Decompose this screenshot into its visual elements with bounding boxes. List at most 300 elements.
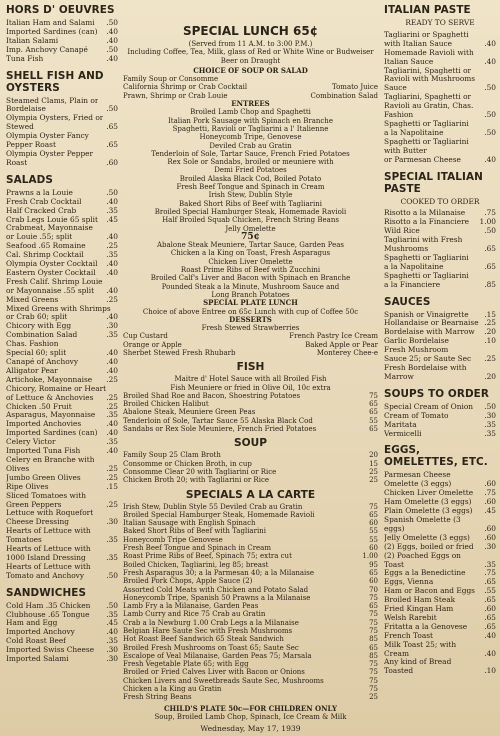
menu-item — [6, 447, 118, 456]
item-name: Chicory, Romaine or Heart — [6, 384, 107, 393]
menu-item — [384, 138, 496, 147]
item-price: .40 — [106, 233, 118, 242]
menu-item — [6, 646, 118, 655]
menu-item — [384, 667, 496, 676]
item-price: 65 — [369, 643, 378, 652]
item-price: .45 — [106, 215, 118, 224]
item-price: .35 — [106, 206, 118, 215]
item-price: .50 — [484, 111, 496, 120]
item-name: Eggs, Vienna — [384, 578, 434, 587]
menu-item — [384, 373, 496, 382]
item-price: .15 — [484, 310, 496, 319]
item-name: Lettuce with Roquefort — [6, 509, 94, 518]
menu-item — [384, 421, 496, 430]
menu-line: Demi Fried Potatoes — [214, 166, 287, 175]
menu-item — [384, 209, 496, 218]
menu-item — [6, 420, 118, 429]
center-column — [123, 24, 378, 734]
item-name: Chicken a la King au Gratin — [123, 685, 222, 694]
item-price: 25 — [369, 476, 378, 485]
menu-line: Irish Stew, Dublin Style — [208, 191, 293, 200]
item-price: Tomato Juice — [331, 83, 378, 92]
menu-line: Abalone Steak Meuniere, Tartar Sauce, Garden Peas — [156, 241, 345, 250]
menu-item — [123, 425, 378, 433]
menu-item — [384, 102, 496, 111]
menu-item — [384, 245, 496, 254]
menu-item — [6, 313, 118, 322]
menu-item — [384, 355, 496, 364]
menu-item — [123, 610, 378, 618]
item-name: Chicken Livers and Sweetbreads Saute Sec, Mushrooms — [123, 676, 324, 685]
menu-item — [6, 483, 118, 492]
item-name: Italian Ham and Salami — [6, 19, 95, 27]
plate-heading: SPECIAL PLATE LUNCH — [203, 298, 298, 308]
item-price: .25 — [106, 242, 118, 251]
item-name: of Lettuce & Anchovies — [6, 393, 94, 402]
item-name: Broiled Ham Steak — [384, 596, 456, 605]
item-price: 95 — [369, 560, 378, 569]
item-price: Baked Apple or Pear — [305, 340, 378, 349]
item-name: Spaghetti or Tagliarini — [384, 119, 469, 128]
item-name: (2) Poached Eggs on — [384, 551, 461, 560]
item-price: .25 — [106, 402, 118, 411]
item-name: Imported Salami — [6, 655, 69, 664]
item-price: .65 — [484, 622, 496, 631]
menu-item — [384, 561, 496, 570]
item-name: Garlic Bordelaise — [384, 337, 449, 346]
item-price: .25 — [106, 375, 118, 384]
carte-heading: SPECIALS A LA CARTE — [185, 488, 316, 501]
menu-item — [6, 28, 118, 37]
menu-item — [123, 519, 378, 527]
item-price: .40 — [106, 313, 118, 322]
item-name: Tomato and Anchovy — [6, 571, 85, 580]
item-price: .50 — [484, 227, 496, 236]
item-name: Seafood .65 Romaine — [6, 242, 86, 251]
item-name: Artichoke, Mayonnaise — [6, 375, 93, 384]
item-price: .40 — [484, 57, 496, 66]
menu-item — [6, 141, 118, 150]
menu-item — [123, 511, 378, 519]
menu-item — [6, 123, 118, 132]
menu-item — [384, 658, 496, 667]
item-price: 65 — [369, 425, 378, 434]
menu-item — [6, 296, 118, 305]
item-price: 65 — [369, 510, 378, 519]
item-price: .30 — [106, 655, 118, 664]
item-name: Fresh Crab Cocktail — [6, 197, 82, 206]
item-name: Sandabs or Rex Sole Meuniere, French Fried Potatoes — [123, 425, 317, 434]
section-heading: SPECIAL ITALIAN PASTE — [384, 170, 483, 195]
item-name: Consomme Clear 20 with Tagliarini or Rice — [123, 467, 277, 476]
item-name: Bordelaise — [6, 105, 46, 114]
menu-item — [384, 263, 496, 272]
section-heading: SAUCES — [384, 295, 431, 308]
item-name: French Toast — [384, 631, 434, 640]
menu-item — [6, 349, 118, 358]
menu-item — [123, 677, 378, 685]
menu-item — [6, 619, 118, 628]
item-price: .35 — [106, 610, 118, 619]
item-name: Roast Prime Ribs of Beef, Spinach 75; extra cut — [123, 552, 292, 561]
item-name: Jumbo Green Olives — [6, 473, 81, 482]
entrees-list — [123, 108, 378, 232]
item-name: Steamed Clams, Plain or — [6, 96, 99, 105]
item-name: Sauce — [384, 84, 407, 93]
item-price: 75 — [369, 391, 378, 400]
menu-item — [123, 644, 378, 652]
item-price: .30 — [484, 411, 496, 420]
item-price: .10 — [484, 337, 496, 346]
item-name: Milk Toast 25; with — [384, 640, 457, 649]
menu-item — [384, 272, 496, 281]
menu-line: Chicken a la King on Toast, Fresh Asparagus — [170, 249, 331, 258]
menu-line: Chicken Liver Omelette — [208, 257, 293, 266]
menu-item — [123, 569, 378, 577]
item-price: .50 — [106, 19, 118, 27]
menu-item — [384, 525, 496, 534]
item-price: .50 — [484, 128, 496, 137]
menu-item — [6, 429, 118, 438]
menu-item — [123, 503, 378, 511]
item-name: Plain Omelette (3 eggs) — [384, 507, 473, 516]
item-price: .75 — [484, 209, 496, 218]
menu-item — [384, 632, 496, 641]
item-name: Combination Salad — [6, 331, 78, 340]
menu-item — [6, 501, 118, 510]
item-name: Parmesan Cheese — [384, 471, 451, 480]
item-price: 85 — [369, 635, 378, 644]
menu-item — [384, 281, 496, 290]
section-heading: HORS D' OEUVRES — [6, 4, 115, 16]
item-name: Mushrooms — [384, 245, 429, 254]
menu-item — [384, 31, 496, 40]
item-name: Boiled Chicken, Tagliarini, leg 85; breast — [123, 560, 269, 569]
menu-item — [6, 394, 118, 403]
item-price: .50 — [484, 402, 496, 411]
menu-item — [123, 476, 378, 484]
menu-item — [6, 150, 118, 159]
item-name: Canapé of Anchovy — [6, 358, 79, 366]
menu-item — [384, 578, 496, 587]
item-name: Mixed Greens — [6, 295, 59, 304]
item-name: Maritata — [384, 420, 417, 429]
menu-item — [123, 660, 378, 668]
menu-item — [384, 227, 496, 236]
item-name: Chicken Broth 20; with Tagliarini or Rice — [123, 476, 270, 485]
item-price: .60 — [484, 498, 496, 507]
menu-item — [6, 554, 118, 563]
menu-item — [384, 346, 496, 355]
item-price: .50 — [106, 188, 118, 197]
item-name: Sauce 25; or Saute Sec — [384, 355, 472, 364]
item-name: or Louie .55; split — [6, 233, 73, 242]
menu-item — [384, 471, 496, 480]
item-price: 70 — [369, 585, 378, 594]
menu-item — [384, 218, 496, 227]
section-subheading: READY TO SERVE — [405, 18, 475, 27]
menu-item — [6, 438, 118, 447]
menu-item — [6, 19, 118, 28]
item-price: .50 — [106, 601, 118, 610]
menu-item — [384, 156, 496, 165]
item-name: California Shrimp or Crab Cocktail — [123, 83, 248, 92]
fish-list — [123, 392, 378, 433]
menu-item — [123, 400, 378, 408]
menu-item — [6, 611, 118, 620]
menu-item — [123, 341, 378, 349]
item-price: .55 — [484, 587, 496, 596]
item-price: .25 — [484, 355, 496, 364]
item-price: .40 — [106, 54, 118, 63]
item-price: 75 — [369, 618, 378, 627]
item-price: 75 — [369, 627, 378, 635]
item-name: Hot Roast Beef Sandwich 65 Steak Sandwich — [123, 635, 284, 644]
item-name: Lamb Fry a la Milanaise, Garden Peas — [123, 602, 259, 611]
item-price: .40 — [106, 27, 118, 36]
item-price: .50 — [484, 84, 496, 93]
menu-item — [6, 251, 118, 260]
item-price: .60 — [484, 605, 496, 614]
item-name: Fried Kingan Ham — [384, 605, 454, 614]
item-price: .35 — [106, 536, 118, 545]
menu-item — [384, 596, 496, 605]
item-price: .25 — [484, 319, 496, 328]
special-lunch-title: SPECIAL LUNCH 65¢ — [182, 24, 319, 38]
desserts-line: Fresh Stewed Strawberries — [201, 324, 300, 333]
menu-item — [384, 489, 496, 498]
item-name: Broiled Fresh Mushrooms on Toast 65; Saute Sec — [123, 643, 299, 652]
item-name: Tagliarini or Spaghetti — [384, 30, 469, 39]
item-name: Special Cream of Onion — [384, 402, 474, 411]
item-name: Chicken Liver Omelette — [384, 489, 474, 498]
menu-line: Spaghetti, Ravioli or Tagliarini a l' Italienne — [172, 124, 329, 133]
item-name: Olympia Oyster Fancy — [6, 132, 89, 141]
item-name: eggs) — [384, 524, 405, 533]
menu-item — [6, 331, 118, 340]
menu-item — [384, 67, 496, 76]
fish-note-2: Fish Meuniere or fried in Olive Oil, 10c extra — [170, 383, 331, 392]
item-name: Welsh Rarebit — [384, 613, 437, 622]
item-name: (2) Eggs, boiled or fried — [384, 542, 474, 551]
item-name: Broiled or Fried Calves Liver with Bacon or Onions — [123, 668, 305, 677]
item-name: Stewed — [6, 123, 34, 132]
item-price: 60 — [369, 577, 378, 586]
item-name: or Parmesan Cheese — [384, 155, 461, 164]
menu-item — [384, 236, 496, 245]
menu-item — [384, 337, 496, 346]
item-price: .35 — [484, 560, 496, 569]
menu-item — [6, 189, 118, 198]
item-price: .40 — [106, 429, 118, 438]
menu-item — [123, 392, 378, 400]
desserts-heading: DESSERTS — [229, 314, 272, 324]
menu-item — [6, 207, 118, 216]
item-name: Italian Sausage with English Spinach — [123, 519, 256, 528]
item-name: Broiled Chicken Halibut — [123, 400, 209, 409]
item-name: Fresh Beef Tongue and Spinach in Cream — [123, 544, 271, 553]
item-price: .30 — [106, 322, 118, 331]
item-price: .25 — [106, 464, 118, 473]
item-name: Risotto a la Financiere — [384, 218, 469, 227]
menu-item — [6, 358, 118, 367]
item-name: or Crab 60; split — [6, 313, 68, 322]
entrees-heading: ENTREES — [231, 99, 270, 109]
item-name: Olympia Oyster Pepper — [6, 149, 94, 158]
item-name: with Butter — [384, 146, 427, 155]
item-name: Prawn, Shrimp or Crab Louie — [123, 91, 228, 100]
menu-item — [384, 534, 496, 543]
menu-item — [6, 403, 118, 412]
item-name: Lamb Curry and Rice 75 Crab au Gratin — [123, 610, 266, 619]
item-name: Hearts of Lettuce with — [6, 545, 91, 554]
menu-item — [6, 509, 118, 518]
menu-item — [123, 552, 378, 560]
item-name: Homemade Ravioli with — [384, 48, 474, 57]
menu-line: Broiled Special Hamburger Steak, Homemade Ravioli — [154, 207, 347, 216]
menu-item — [123, 83, 378, 91]
item-name: Fashion — [384, 111, 414, 120]
item-name: Cup Custard — [123, 332, 168, 341]
item-price: 55 — [369, 527, 378, 536]
item-price: .10 — [484, 667, 496, 676]
item-name: Family Soup or Consomme — [123, 75, 219, 84]
menu-item — [384, 403, 496, 412]
menu-line: Honeycomb Tripe, Genovese — [199, 133, 302, 142]
item-price: .85 — [484, 280, 496, 289]
item-price: .40 — [106, 36, 118, 45]
item-name: Ravioli au Gratin, Chas. — [384, 102, 474, 111]
item-name: Honeycomb Tripe, Spanish 50 Prawns a la Milanaise — [123, 593, 311, 602]
menu-item — [384, 569, 496, 578]
menu-item — [6, 278, 118, 287]
menu-item — [384, 129, 496, 138]
menu-item — [384, 40, 496, 49]
item-name: with Italian Sauce — [384, 39, 453, 48]
item-price: 20 — [369, 451, 378, 460]
item-name: Broiled Special Hamburger Steak, Homemade Ravioli — [123, 510, 315, 519]
item-name: Cold Roast Beef — [6, 637, 66, 646]
menu-item — [123, 544, 378, 552]
menu-item — [384, 650, 496, 659]
item-price: .35 — [484, 420, 496, 429]
menu-line: Tenderloin of Sole, Tartar Sauce, French Fried Potatoes — [151, 149, 350, 158]
menu-item — [384, 328, 496, 337]
served-hours: (Served from 11 A.M. to 3:00 P.M.) — [188, 40, 313, 48]
item-name: Hearts of Lettuce with — [6, 562, 91, 571]
item-name: or Mayonnaise .55 split — [6, 286, 95, 295]
menu-item — [123, 619, 378, 627]
item-name: Tagliarini, Spaghetti or — [384, 66, 472, 75]
item-name: Cold Ham .35 Chicken — [6, 601, 91, 610]
item-price: 75 — [369, 502, 378, 511]
item-name: Clubhouse .65 Tongue — [6, 610, 90, 619]
menu-item — [6, 492, 118, 501]
menu-item — [384, 111, 496, 120]
item-price: .35 — [106, 251, 118, 260]
item-name: Fresh Bordelaise with — [384, 364, 467, 372]
menu-item — [123, 468, 378, 476]
item-price: .40 — [106, 349, 118, 358]
item-name: Chicory with Egg — [6, 322, 72, 331]
item-name: Imported Sardines (can) — [6, 429, 98, 438]
item-name: Ravioli with Mushrooms — [384, 75, 476, 84]
item-price: 25 — [369, 467, 378, 476]
desserts-list — [123, 332, 378, 357]
item-name: Baked Short Ribs of Beef with Tagliarini — [123, 527, 266, 536]
soup-list — [123, 451, 378, 484]
item-price: .40 — [106, 420, 118, 429]
item-name: Hollandaise or Bearnaise — [384, 319, 479, 328]
item-price: 75 — [369, 676, 378, 685]
item-name: Fresh Calif. Shrimp Louie — [6, 277, 103, 286]
item-name: Celery en Branche with — [6, 455, 95, 464]
menu-item — [384, 480, 496, 489]
menu-item — [384, 311, 496, 320]
item-name: Toast — [384, 560, 404, 569]
item-price: .75 — [484, 489, 496, 498]
fish-heading: FISH — [236, 361, 265, 374]
menu-line: Rex Sole or Sandabs, broiled or meuniere with — [167, 158, 334, 167]
item-name: Cal. Shrimp Cocktail — [6, 251, 84, 260]
menu-item — [384, 587, 496, 596]
menu-item — [6, 563, 118, 572]
item-price: 55 — [369, 416, 378, 425]
menu-date: Wednesday, May 17, 1939 — [200, 724, 301, 734]
item-name: Crab a la Newburg 1.00 Crab Legs a la Milanaise — [123, 618, 299, 627]
item-name: Tenderloin of Sole, Tartar Sauce 55 Alaska Black Cod — [123, 416, 313, 425]
menu-line: Deviled Crab au Gratin — [209, 141, 292, 150]
menu-item — [123, 408, 378, 416]
menu-item — [6, 105, 118, 114]
item-name: Sliced Tomatoes with — [6, 491, 86, 500]
item-name: Ham and Egg — [6, 619, 58, 628]
item-name: Green Peppers — [6, 500, 62, 509]
menu-item — [123, 417, 378, 425]
item-price: 85 — [369, 651, 378, 660]
item-price: 60 — [369, 544, 378, 553]
menu-item — [6, 260, 118, 269]
item-price: 75 — [369, 610, 378, 619]
section-heading: EGGS, OMELETTES, ETC. — [384, 444, 488, 469]
item-name: Honeycomb Tripe Genovese — [123, 535, 223, 544]
item-name: Spanish or Vinaigrette — [384, 310, 469, 319]
item-price: .60 — [106, 158, 118, 167]
menu-item — [6, 114, 118, 123]
item-name: Italian Sauce — [384, 57, 434, 66]
item-name: Imp. Anchovy Canapé — [6, 45, 88, 54]
item-price: .40 — [106, 197, 118, 206]
item-name: Pepper Roast — [6, 141, 56, 150]
menu-item — [384, 641, 496, 650]
menu-item — [123, 602, 378, 610]
item-price: .50 — [106, 571, 118, 580]
menu-item — [384, 543, 496, 552]
item-price: .60 — [484, 533, 496, 542]
menu-line: Fresh Beef Tongue and Spinach in Cream — [176, 183, 325, 192]
item-name: Sherbet Stewed Fresh Rhubarb — [123, 348, 236, 357]
item-name: Spaghetti or Tagliarini — [384, 271, 469, 280]
item-price: 15 — [369, 459, 378, 468]
left-column — [6, 4, 118, 664]
item-name: Orange or Apple — [123, 340, 182, 349]
item-price: .20 — [484, 328, 496, 337]
menu-item — [6, 224, 118, 233]
menu-item — [6, 198, 118, 207]
menu-item — [123, 332, 378, 340]
item-price: .25 — [106, 473, 118, 482]
menu-item — [6, 159, 118, 168]
